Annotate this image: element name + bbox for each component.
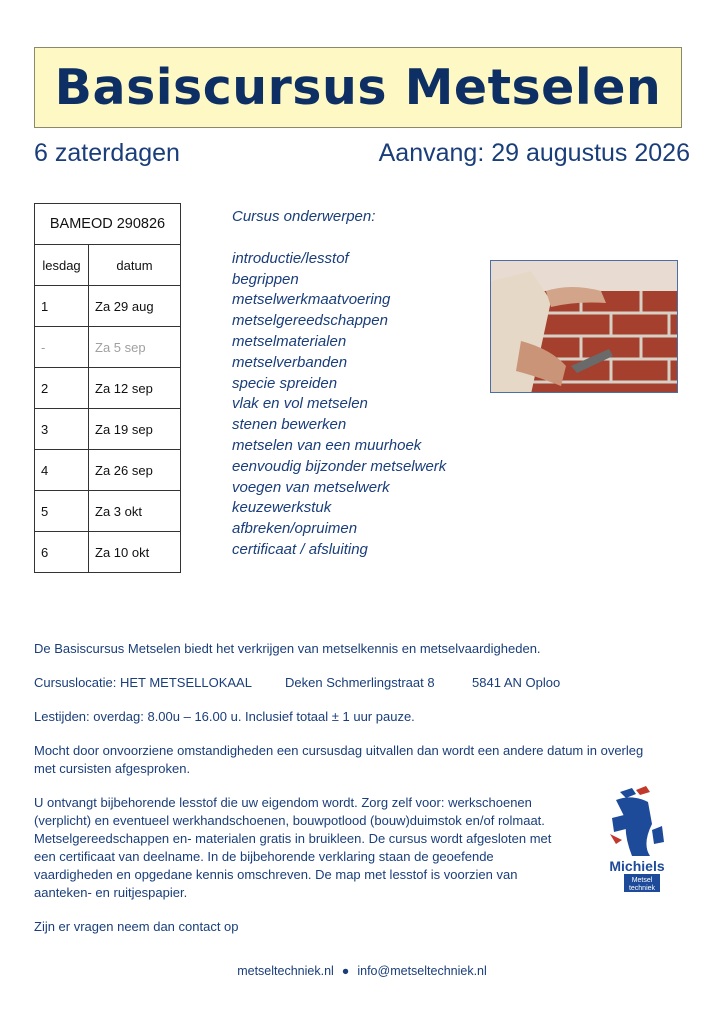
list-item: eenvoudig bijzonder metselwerk (232, 457, 447, 475)
lesson-times: Lestijden: overdag: 8.00u – 16.00 u. Inclusief totaal ± 1 uur pauze. (34, 709, 415, 724)
intro-text: De Basiscursus Metselen biedt het verkrijgen van metselkennis en metselvaardigheden. (34, 641, 541, 656)
course-duration: 6 zaterdagen (34, 139, 180, 167)
logo-sub1: Metsel (631, 877, 653, 884)
topics-section (232, 207, 446, 561)
lesdag-cell: 1 (35, 286, 89, 327)
page-title: Basiscursus Metselen (54, 59, 662, 116)
datum-cell: Za 19 sep (89, 409, 181, 450)
col-lesdag-header: lesdag (35, 245, 89, 286)
cancellation-note: Mocht door onvoorziene omstandigheden een cursusdag uitvallen dan wordt een andere datum in overleg met cursisten afgesproken. (34, 743, 644, 776)
col-datum-header: datum (89, 245, 181, 286)
datum-cell: Za 10 okt (89, 532, 181, 573)
list-item: metselwerkmaatvoering (232, 291, 391, 309)
schedule-table (34, 203, 181, 573)
lesdag-cell: 6 (35, 532, 89, 573)
list-item: metselen van een muurhoek (232, 436, 422, 454)
list-item: metselverbanden (232, 353, 348, 371)
datum-cell: Za 29 aug (89, 286, 181, 327)
lesdag-cell: 4 (35, 450, 89, 491)
title-banner (34, 47, 682, 128)
table-row (35, 450, 181, 491)
logo-sub2: techniek (628, 885, 656, 892)
table-row (35, 327, 181, 368)
email-link[interactable]: info@metseltechniek.nl (357, 964, 487, 978)
list-item: keuzewerkstuk (232, 499, 332, 517)
table-row (35, 409, 181, 450)
list-item: certificaat / afsluiting (232, 540, 368, 558)
table-row (35, 491, 181, 532)
topics-heading: Cursus onderwerpen: (232, 208, 376, 225)
list-item: voegen van metselwerk (232, 478, 390, 496)
materials-text: U ontvangt bijbehorende lesstof die uw eigendom wordt. Zorg zelf voor: werkschoenen (verplicht) en eventueel werkhandschoenen, bouwpotlood (bouw)duimstok en/of rolmaat. Metselgereedschappen en- materialen gratis in bruikleen. De cursus wordt afgesloten met een certificaat van deelname. In de bijbehorende verklaring staan de geoefende vaardigheden en opgedane kennis omschreven. De map met lesstof is voorzien van aanteken- en ruitjespapier. (34, 795, 552, 900)
list-item: metselmaterialen (232, 332, 347, 350)
logo-name: Michiels (609, 858, 665, 874)
datum-cell: Za 26 sep (89, 450, 181, 491)
course-code: BAMEOD 290826 (35, 204, 181, 245)
lesdag-cell: 3 (35, 409, 89, 450)
list-item: metselgereedschappen (232, 312, 388, 330)
datum-cell: Za 3 okt (89, 491, 181, 532)
table-row (35, 532, 181, 573)
start-date: Aanvang: 29 augustus 2026 (378, 139, 690, 167)
lesdag-cell: 2 (35, 368, 89, 409)
table-row (35, 368, 181, 409)
bullet-separator: ● (341, 964, 350, 978)
list-item: afbreken/opruimen (232, 520, 358, 538)
lesdag-cell: - (35, 327, 89, 368)
datum-cell: Za 5 sep (89, 327, 181, 368)
course-description (34, 640, 654, 952)
lesdag-cell: 5 (35, 491, 89, 532)
topics-list (232, 249, 446, 561)
list-item: begrippen (232, 270, 299, 288)
footer (0, 964, 724, 978)
location-street: Deken Schmerlingstraat 8 (285, 675, 435, 690)
location-city: 5841 AN Oploo (472, 675, 561, 690)
datum-cell: Za 12 sep (89, 368, 181, 409)
table-row (35, 286, 181, 327)
schedule-header-row (35, 245, 181, 286)
list-item: vlak en vol metselen (232, 395, 368, 413)
list-item: stenen bewerken (232, 416, 347, 434)
list-item: specie spreiden (232, 374, 338, 392)
list-item: introductie/lesstof (232, 249, 349, 267)
location-label: Cursuslocatie: HET METSELLOKAAL (34, 675, 252, 690)
contact-text: Zijn er vragen neem dan contact op (34, 919, 239, 934)
michiels-logo (602, 784, 672, 894)
course-location (34, 674, 654, 692)
bricklaying-photo (490, 260, 678, 393)
website-link[interactable]: metseltechniek.nl (237, 964, 334, 978)
